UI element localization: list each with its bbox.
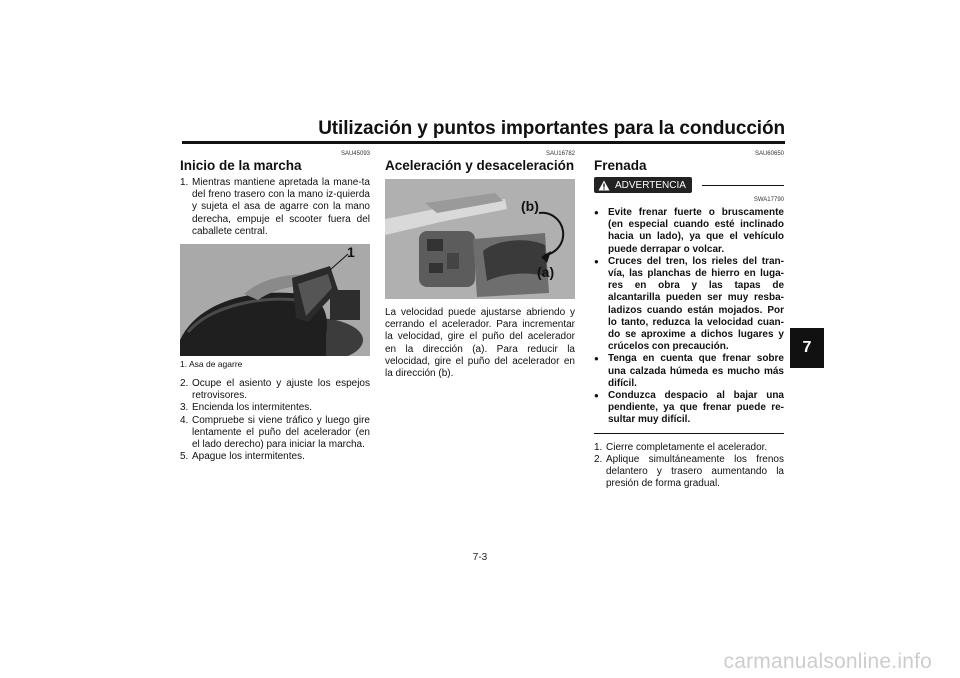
warning-rule — [702, 185, 784, 186]
warning-text: Conduzca despacio al bajar una pendiente, ya que frenar puede re-sultar muy difícil. — [608, 390, 784, 426]
braking-steps — [594, 442, 784, 491]
step-item — [594, 442, 784, 454]
figure-caption: 1. Asa de agarre — [180, 359, 243, 370]
page-title: Utilización y puntos importantes para la conducción — [318, 118, 785, 139]
column-starting — [180, 150, 370, 463]
step-item — [180, 177, 370, 238]
step-text: Aplique simultáneamente los frenos delantero y trasero aumentando la presión de forma gradual. — [606, 453, 784, 490]
warning-item — [594, 207, 784, 256]
section-code: SAU60650 — [754, 151, 784, 157]
step-number: 2. — [180, 378, 189, 390]
acceleration-paragraph: La velocidad puede ajustarse abriendo y cerrando el acelerador. Para incrementar la velocidad, gire el puño del acelerador en la dirección (a). Para reducir la velocidad, gire el puño del acelerador en la dirección (b). — [385, 307, 575, 380]
figure-label: 1 — [347, 244, 355, 261]
section-heading-braking: Frenada — [594, 158, 647, 173]
step-item — [594, 454, 784, 491]
warning-label: ADVERTENCIA — [615, 179, 686, 191]
step-text: Compruebe si viene tráfico y luego gire lentamente el puño del acelerador (en el lado derecho) para iniciar la marcha. — [192, 414, 370, 451]
step-text: Ocupe el asiento y ajuste los espejos retrovisores. — [192, 378, 370, 402]
step-item — [180, 415, 370, 452]
step-number: 3. — [180, 402, 189, 414]
header-rule — [182, 141, 785, 144]
step-text: Encienda los intermitentes. — [192, 402, 313, 414]
bullet-icon: ● — [594, 391, 599, 401]
step-item — [180, 378, 370, 402]
grab-bar-photo — [180, 244, 370, 356]
step-number: 2. — [594, 453, 603, 465]
figure-label-b: (b) — [521, 198, 539, 214]
warning-item — [594, 390, 784, 427]
step-item — [180, 402, 370, 414]
figure-label-a: (a) — [537, 264, 555, 280]
chapter-tab[interactable]: 7 — [790, 328, 824, 368]
warning-code: SWA17790 — [753, 197, 784, 203]
warning-triangle-icon — [598, 180, 610, 191]
throttle-grip-illustration — [385, 179, 575, 299]
warning-item — [594, 256, 784, 354]
section-code: SAU45093 — [340, 151, 370, 157]
scooter-seat-illustration — [180, 244, 370, 356]
section-heading-acceleration: Aceleración y desaceleración — [385, 158, 575, 173]
step-number: 1. — [594, 441, 603, 453]
step-text: Mientras mantiene apretada la mane-ta del freno trasero con la mano iz-quierda y sujeta el asa de agarre con la mano derecha, empuje el scooter fuera del caballete central. — [192, 177, 370, 237]
bullet-icon: ● — [594, 354, 599, 364]
section-heading-starting: Inicio de la marcha — [180, 158, 302, 173]
warning-header — [594, 177, 784, 193]
step-text: Apague los intermitentes. — [192, 451, 305, 463]
throttle-photo — [385, 179, 575, 299]
steps-list-a — [180, 177, 370, 238]
column-braking — [594, 150, 784, 490]
warning-text: Cruces del tren, los rieles del tran-vía, las planchas de hierro en luga-res en obra y las tapas de alcantarilla pueden ser muy resba-ladizos cuando están mojados. Por lo tanto, reduzca la velocidad cuan-do se aproxime a dichos lugares y crúcelos con precaución. — [608, 255, 784, 353]
step-number: 5. — [180, 451, 189, 463]
warning-item — [594, 353, 784, 390]
bullet-icon: ● — [594, 208, 599, 217]
section-code: SAU16782 — [545, 151, 575, 157]
bullet-icon: ● — [594, 256, 599, 266]
warning-list — [594, 207, 784, 427]
warning-text: Tenga en cuenta que frenar sobre una calzada húmeda es mucho más difícil. — [608, 353, 784, 389]
step-item — [180, 451, 370, 463]
page-number: 7-3 — [472, 552, 488, 563]
page-header — [182, 118, 785, 141]
warning-end-rule — [594, 433, 784, 434]
step-text: Cierre completamente el acelerador. — [606, 441, 768, 453]
steps-list-b — [180, 378, 370, 463]
step-number: 1. — [180, 177, 189, 188]
step-number: 4. — [180, 414, 189, 426]
warning-badge — [594, 177, 692, 193]
warning-text: Evite frenar fuerte o bruscamente (en especial cuando esté inclinado hacia un lado), ya que el vehículo puede derrapar o volcar. — [608, 207, 784, 255]
watermark: carmanualsonline.info — [723, 650, 932, 673]
column-acceleration — [385, 150, 575, 380]
